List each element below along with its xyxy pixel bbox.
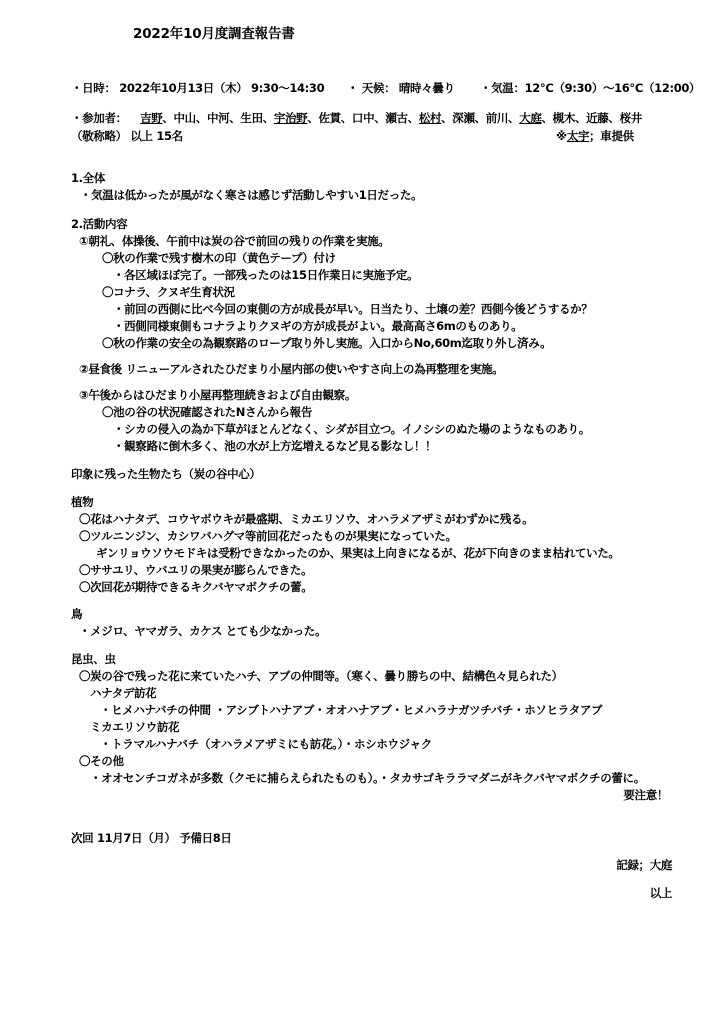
participant-names-text: 、槻木、近藤、桜井 [541,111,642,125]
participant-names-text: 、佐貫、口中、瀬古、 [307,111,419,125]
insects-other-heading: 〇その他 [79,754,124,768]
insects-mikaeri-heading: ミカエリソウ訪花 [90,720,180,734]
participant-name-underlined: 松村 [418,111,442,125]
birds-item: ・メジロ、ヤマガラ、カケス とても少なかった。 [79,624,327,638]
plants-item-2: 〇ツルニンジン、カシワバハグマ等前回花だったものが果実になっていた。 [79,529,457,543]
participant-name-underlined: 大庭 [519,111,542,125]
participants-line [71,110,642,127]
participant-names [140,111,642,125]
insects-heading: 昆虫、虫 [71,652,116,666]
activity-pond-detail-1: ・シカの侵入の為か下草がほとんどなく、シダが目立つ。イノシシのぬた場のようなものあり。 [113,422,590,436]
recorder: 記録；大庭 [616,858,672,872]
meta-date: ・日時： 2022年10月13日（木） 9:30～14:30 [71,81,325,95]
activity-growth-detail-2: ・西側同様東側もコナラよりクヌギの方が成長がよい。最高高さ6mのものあり。 [113,319,523,333]
section-overall-heading: 1.全体 [71,171,105,185]
car-mark: ※ [556,129,567,143]
report-title: 2022年10月度調査報告書 [133,26,295,42]
insects-other-detail: ・オオセンチコガネが多数（クモに捕らえられたものも）。・タカサゴキララマダニがキクバヤマボクチの蕾に。 [90,771,645,785]
activity-growth-detail-1: ・前回の西側に比べ今回の東側の方が成長が早い。日当たり、土壌の差？西側今後どうするか？ [113,302,593,316]
participants-count: （敬称略） 以上 15名 [71,129,183,143]
caution-note: 要注意！ [623,788,668,802]
participant-names-text: 、深瀬、前川、 [441,111,520,125]
plants-item-4: 〇次回花が期待できるキクバヤマボクチの蕾。 [79,580,313,594]
insects-hanatade-list: ・ヒメハナバチの仲間 ・アシブトハナアブ・オオハナアブ・ヒメハラナガツチバチ・ホソヒラタアブ [100,703,603,717]
end-mark: 以上 [649,886,672,900]
car-provider [556,128,634,145]
insects-mikaeri-list: ・トラマルハナバチ（オハラメアザミにも訪花。）・ホシホウジャク [100,737,432,751]
participant-name-underlined: 吉野 [140,111,163,125]
activity-tree-marking: 〇秋の作業で残す樹木の印（黄色テープ）付け [102,251,336,265]
participant-name-underlined: 宇治野 [273,111,308,125]
participants-label: ・参加者： [71,111,127,125]
plants-item-3: 〇ササユリ、ウバユリの果実が膨らんできた。 [79,563,313,577]
section-activity-heading: 2.活動内容 [71,217,128,231]
activity-growth-status: 〇コナラ、クヌギ生育状況 [102,285,235,299]
activity-pond-detail-2: ・観察路に倒木多く、池の水が上方迄増えるなど見る影なし！！ [113,439,437,453]
activity-morning: ①朝礼、体操後、午前中は炭の谷で前回の残りの作業を実施。 [79,234,390,248]
activity-afternoon: ③午後からはひだまり小屋再整理続きおよび自由観察。 [79,388,356,402]
plants-item-1: 〇花はハナタデ、コウヤボウキが最盛期、ミカエリソウ、オハラメアザミがわずかに残る。 [79,512,534,526]
activity-rope-removal: 〇秋の作業の安全の為観察路のロープ取り外し実施。入口からNo,60m迄取り外し済み。 [102,336,552,350]
section-overall-item: ・気温は低かったが風がなく寒さは感じず活動しやすい1日だった。 [80,188,423,202]
birds-heading: 鳥 [71,607,83,621]
meta-weather: ・ 天候： 晴時々曇り [347,81,455,95]
next-schedule: 次回 11月7日（月） 予備日8日 [71,831,232,845]
car-provider-text: ；車提供 [589,129,634,143]
activity-afternoon-lunch: ②昼食後 リニューアルされたひだまり小屋内部の使いやすさ向上の為再整理を実施。 [79,362,504,376]
participant-names-text: 、中山、中河、生田、 [162,111,274,125]
car-provider-name: 太宇 [566,129,590,143]
insects-hanatade-heading: ハナタデ訪花 [90,686,157,700]
activity-tree-marking-detail: ・各区域ほぼ完了。一部残ったのは15日作業日に実施予定。 [113,268,419,282]
activity-pond-report: 〇池の谷の状況確認されたNさんから報告 [102,405,312,419]
insects-item-1: 〇炭の谷で残った花に来ていたハチ、アブの仲間等。（寒く、曇り勝ちの中、結構色々見られた） [79,669,563,683]
plants-item-2-detail: ギンリョウソウモドキは受粉できなかったのか、果実は上向きになるが、花が下向きのまま枯れていた。 [96,546,620,560]
meta-temperature: ・気温：12℃（9:30）～16℃（12:00） [480,81,701,95]
plants-heading: 植物 [71,495,94,509]
impressive-organisms-heading: 印象に残った生物たち（炭の谷中心） [71,467,261,481]
